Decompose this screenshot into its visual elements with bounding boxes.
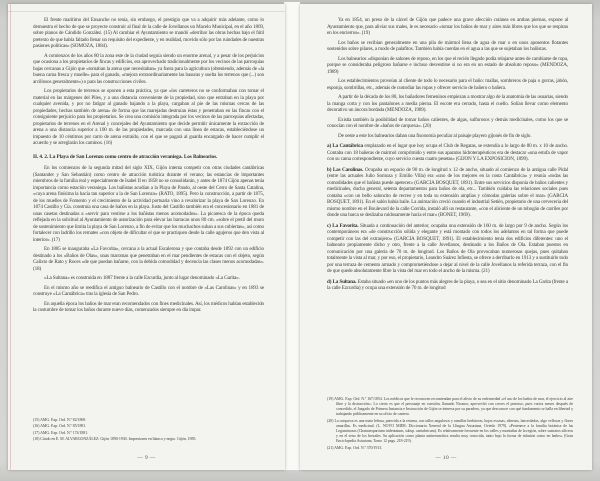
- paragraph-lead: b) Las Carolinas.: [327, 166, 364, 173]
- footnote-text: AMG. Exp. Ord. N.º 370/1913.: [334, 445, 383, 451]
- footnote-text: AMG. Exp. Ord. N.º 174/1881.: [40, 429, 89, 435]
- paragraph-text: El frente marítimo del Ensanche no tenía, sin embargo, el prestigio que va a adquirir más adelante, como lo demuestra el hecho de que se proyecte construir al final de la calle de Jovellanos un Macelo Municipal, en el año 1869, sobre planos de Cándido González. (15) Al cambiar el Ayuntamiento se mandó «derribar las obras hechas bajo el fútil pretexto de que había faltado llenar un requisito del expediente, y en realidad, movido sólo por las ruindades de nuestras pasiones políticas» (SOMOZA, 1884).: [33, 17, 264, 49]
- footnote: [33, 424, 264, 429]
- page-9-section-paragraphs: [33, 165, 264, 314]
- footnote: [327, 419, 573, 444]
- page-9: [8, 4, 285, 470]
- paragraph-text: Ocupaba un espacio de 90 m. de longitud x 12 de ancho, situado al comienzo de la antigua calle Pidal (entre las actuales Julio Somoza y Emilio Villa) era «uno de los mejores en la costa Cantábrica» y reunía «todas las comodidades que el bañista puede apetecer» (GARCIA BOSQUET, 1891). Entre sus servicios disponía de baños calientes y medicinales, ducha general, setenta departamentos para baños de ola, etc... También cuidaba las relaciones sociales pues contaba «con un bello saloncito de recreo y en toda su extensión amplias y cómodas galerías sobre el mar» (GARCIA BOSQUET, 1891). En el salón había baile. La animación creció cuando el industrial Setién, propietario de una cervecería del mismo nombre en el Boulevard de la calle Corrida, instaló allí un restaurante, «con el aliciente de un tobogán de carriles por donde una barca se deslizaba ruidosamente hacia el mar» (BONET, 1969).: [327, 166, 568, 218]
- paragraph: [327, 56, 568, 76]
- footnote-number: (19): [327, 396, 334, 401]
- page-9-intro-paragraphs: [33, 17, 264, 147]
- paragraph-text: A comienzos de los años 80 la zona este de la ciudad seguía siendo un enorme arenal, y a pesar de los perjuicios que ocasiona a los propietarios de fincas y edificios, era aprovechado tradicionalmente por los vecinos de las parroquias bajas cercanas a Gijón que «tomaban la arena que necesitaban» ya fuera para la agricultura (obteniendo, además de «la buena cama fresca y muelle» para el ganado, «mejora extraordinariamente las basuras y suelta los terrenos que (...) son arcillosos generalmente») o para las construcciones civiles.: [33, 52, 264, 85]
- paragraph-text: Estaba situado «en uno de los puntos más alegres de la playa, o sea en el sitio denominado La Garita (frente a la calle Ezcurdia) y ocupa una extensión de 70 m. de longitud: [327, 278, 568, 291]
- footnote-number: (17): [33, 429, 40, 435]
- paragraph: [33, 301, 264, 314]
- paragraph: [327, 17, 568, 37]
- paragraph-text: En 1885 se inauguraba «La Favorita», cercana a la actual Escalerona y que contaba desde 1892 con un edificio destinado a los «Baños de Olas», unas maromas que penetraban en el mar pendientes de estacas con el objeto, según Calixto de Rato y Roces «de que puedan bañarse, con la debida comodidad y decencia las clases menos acomodadas». (18): [33, 246, 264, 272]
- paragraph-lead: a) La Cantábrica: [327, 143, 363, 149]
- paragraph-text: Los propietarios de terrenos se oponen a esta práctica, ya que «los carreteros no se conformaban con tomar el material en las márgenes del Piles, y a una distancia conveniente de la propiedad, sino que entraban en la playa por cualquier avenida, y por no fatigar al ganado bajando a la playa, cargaban al pie de las mismas cercas de las propiedades, hechas también de arena» de forma que las marejadas destruían éstas y penetraban en las fincas con el consiguiente perjuicio para los propietarios. Se crea una comisión integrada por los vecinos de las parroquias afectadas, propietarios de terrenos en el Arenal y concejales del Ayuntamiento que decide permitir únicamente la extracción de arena a una distancia superior a 100 m. de las propiedades, marcada con una línea de estacas, estableciéndose un impuesto de 10 céntimos por carro de arena extraído, con el que se pagará al guarda encargado de hacer cumplir el acuerdo y se arreglarán los caminos. (16): [33, 88, 264, 146]
- paragraph: [33, 285, 264, 298]
- footnote-number: (20): [327, 418, 334, 424]
- paragraph: [33, 53, 264, 86]
- paragraph: [33, 246, 264, 272]
- page-10-footnotes: [327, 397, 573, 454]
- footnote-number: (18): [33, 436, 40, 442]
- page-10-number: — 10 —: [435, 455, 457, 461]
- footnote-number: (15): [33, 417, 40, 422]
- paragraph-text: Existía también la posibilidad de tomar baños calientes, de algas, sulfurosos y demás medicinales, como los que se conocían con el nombre de «baños de carquexa». (20): [327, 116, 568, 129]
- page-9-body: [33, 17, 264, 317]
- paragraph: [33, 17, 264, 50]
- page-10-paragraphs: [327, 17, 568, 292]
- paragraph-text: En los comienzos de la segunda mitad del siglo XIX, Gijón intenta competir con otras ciudades cantábricas (Santander y San Sebastián) como centro de atracción turística durante el verano; las estancias de importantes miembros de la familia real y especialmente de Isabel II en 1858 no se consolidarán, y antes de 1874 Gijón apenas tenía importancia como estación veraniega. Los bañistas acudían a la Playa de Pando, al oeste del Cerro de Santa Catalina, «cuya arena finísima la hacía tan superior a la de San Lorenzo» (RATO, 1895). Pero la construcción, a partir de 1875, de los muelles de Fomento y el crecimiento de la actividad portuaria vino a revalorizar la playa de San Lorenzo. En 1874 Castillo y Cía. construía una casa de baños en la playa. Justo del Castillo también era el concesionario en 1881 de unas casetas destinadas a «servir para vestirse a los bañistas menos acomodados». La picaresca de la época queda reflejada en la solicitud al Ayuntamiento de autorización para elevar las barracas unos 80 cm. «sobre el pretil del muro de sostenimiento que limita la playa de San Lorenzo, a fin de evitar que los muchachos suban a sus cubiertas», así como fortalecer con ladrillo los remates «con objeto de dificultar el que se practiquen desde la calle agujeros que den vista al interior». (17): [33, 165, 264, 243]
- section-heading: II. 4. 2. La Playa de San Lorenzo como centro de atracción veraniega. Los Balnearios.: [33, 153, 218, 160]
- footnote-text: AMG. Exp. Ord. N.º 167/1854. Los médicos que le reconocen recomiendan para el alivio de su enfermedad «el uso de los baños de mar, el ejercicio al aire libre y la distracción». Lo cierto es que el personaje en cuestión, llamado Nicanor, aprovechó con creces el permiso, pues varios meses después de concedido, el Juzgado de Primera Instancia e Instrucción de Gijón se interesa por su paradero, ya que desconoce con qué fundamento se halla en libertad y trabajando públicamente en su oficio de cantero.: [334, 396, 573, 416]
- footnote-number: (21): [327, 445, 334, 451]
- paragraph-lead: d) La Sultana.: [327, 278, 357, 285]
- footnote: [33, 418, 264, 423]
- page-9-footnotes: [33, 418, 264, 444]
- paragraph: [327, 94, 568, 114]
- paragraph-text: En el mismo año se reedifica el antiguo balneario de Castillo con el nombre de «Las Carolinas» y en 1893 se construye «La Cantábrica» tras la iglesia de San Pedro.: [33, 284, 264, 297]
- footnote-text: La carquexa es una mata leñosa, parecida a la retama, con tallos angulosos y ramillas herbáceas, hojas escasas, alternas, lanceoladas, algo vellosas y flores amarillas. Es medicinal. (L. NOVO MIER: Diccionariu Xeneral de la Llingua Asturiana, Oviedo 1979). «Pertenece a la familia botánica de las Leguminosas (Chamaespartium tridentatum, subsp. cantabricum). Es relativamente frecuente en los valles y montañas de la región, sobre sustratos silíceos y en el seno de los brezales. Su aplicación como planta antirreumática resulta muy conocida, tanto bajo la forma de infusión como en baños» (Gran Enciclopedia Asturiana, Tomo 12 pags. 218-219).: [334, 418, 573, 443]
- paragraph: [327, 279, 568, 292]
- paragraph: [33, 88, 264, 147]
- page-10: [300, 4, 592, 470]
- paragraph-text: Ya en 1854, un preso de la cárcel de Gijón que padece una grave afección cutánea en ambas piernas, expone al Ayuntamiento que, para aliviar sus males, le es necesario «tomar los baños de mar y aires más libres que los que se respiran en los encierros». (19): [327, 17, 568, 36]
- paragraph-text: De oeste a este los balnearios daban una fisonomía peculiar al paisaje playero gijonés de fin de siglo.: [338, 132, 532, 139]
- paragraph-text: Los baños se recibían generalmente en una pila de mármol llena de agua de mar o en unos aposentos flotantes sostenidos sobre pilares, a modo de palafitos. También había cuerdas en el agua a las que se sujetaban los bañistas.: [327, 39, 568, 52]
- page-10-body: [327, 17, 568, 295]
- footnote-text: AMG. Exp. Ord. N.º 82/1869.: [40, 417, 87, 422]
- paragraph: [327, 143, 568, 163]
- paragraph-text: «La Sultana» es construida en 1887 frente a la calle Ezcurdia, junto al lugar denominado «La Garita».: [44, 275, 240, 281]
- paragraph-text: Los balnearios «disponían de salones de reposo, en los que el recién llegado podía relajarse antes de cambiarse de ropa, porque se consideraba peligroso bañarse e incluso desvestirse si no era en un estado de absoluto reposo» (MENDOZA, 1989): [327, 55, 568, 75]
- paragraph: [327, 117, 568, 130]
- paragraph: [327, 40, 568, 53]
- paragraph: [327, 133, 568, 140]
- footnote: [327, 397, 573, 417]
- paragraph-text: emplazado en el lugar que hoy ocupa el Club de Regatas, se extendía a lo largo de 80 m. x 10 de ancho. Contaba con 18 bañeras de mármol comprimido y entre sus aparatos hidroterapéuticos era de destacar «una estufa de vapor con su cama correspondiente, cuyo servicio cuesta cuatro pesetas» (GIJON Y LA EXPOSICION, 1899).: [327, 143, 568, 162]
- paragraph-text: Situada a continuación del anterior, ocupaba una extensión de 160 m. de largo por 9 de ancho. Según los contemporáneos era «de construcción sólida y elegante y está montado con todos los adelantos en tal forma que puede competir con las del extranjero» (GARCIA BOSQUET, 1891). El establecimiento tenía dos edificios diferentes: uno el balneario propiamente dicho y otro, frente a la calle Jovellanos, destinado a los Baños de Ola. Estaban puestos en comunicación por una galería de 70 m. de longitud. Los Baños de Ola provocaban numerosas quejas, pues quitaban totalmente la vista al mar, y por eso, el propietario, Leandro Suárez Infiesta, se ofrece a derribarlo en 1913 y a sustituirlo todo por una terraza de cemento armado y comprometiéndose a dejar al nivel de la calle Jovellanos la referida terraza, con el fin de que quede absolutamente libre la vista del mar en todo el ancho de la misma. (21): [327, 222, 568, 274]
- paragraph: [327, 78, 568, 91]
- page-binding-gap: [284, 2, 300, 470]
- paragraph-lead: c) La Favorita.: [327, 222, 359, 229]
- footnote-text: AMG. Exp. Ord. N.º 85/1881.: [40, 423, 87, 429]
- footnote: [33, 431, 264, 436]
- paragraph-text: En aquella época los baños de mar eran recomendados con fines medicinales. Así, los médicos habían establecido la costumbre de tomar los baños durante nueve días, comenzados siempre en día impar.: [33, 300, 264, 313]
- paragraph: [327, 167, 568, 219]
- footnote-text: Citado en E. M. ALVARGONZÁLEZ: Gijón 1890-1930. Impresiones en blanco y negro. Gijón, 1985.: [40, 436, 197, 442]
- paragraph-text: A partir de la década de los 80, los bañadores femeninos empiezan a mostrar algo de la anatomía de las usuarias, siendo la manga corta y con los pantalones a media pierna. El escote era cerrado, hasta el cuello. Solían llevar como elemento decorativo un áncora bordada (MENDOZA, 1989).: [327, 94, 568, 113]
- paragraph: [33, 275, 264, 282]
- page-9-number: — 9 —: [137, 455, 156, 461]
- paragraph-text: Los establecimientos proveían al cliente de todo lo necesario para el baño: mallas, sombreros de paja o gorras, jabón, esponja, sombrillas, etc., además de custodiar las ropas y ofrecer servicio de bañero o bañera.: [327, 78, 568, 91]
- paragraph: [33, 165, 264, 243]
- footnote: [33, 437, 264, 442]
- paragraph: [327, 223, 568, 275]
- footnote-number: (16): [33, 423, 40, 429]
- footnote: [327, 446, 573, 451]
